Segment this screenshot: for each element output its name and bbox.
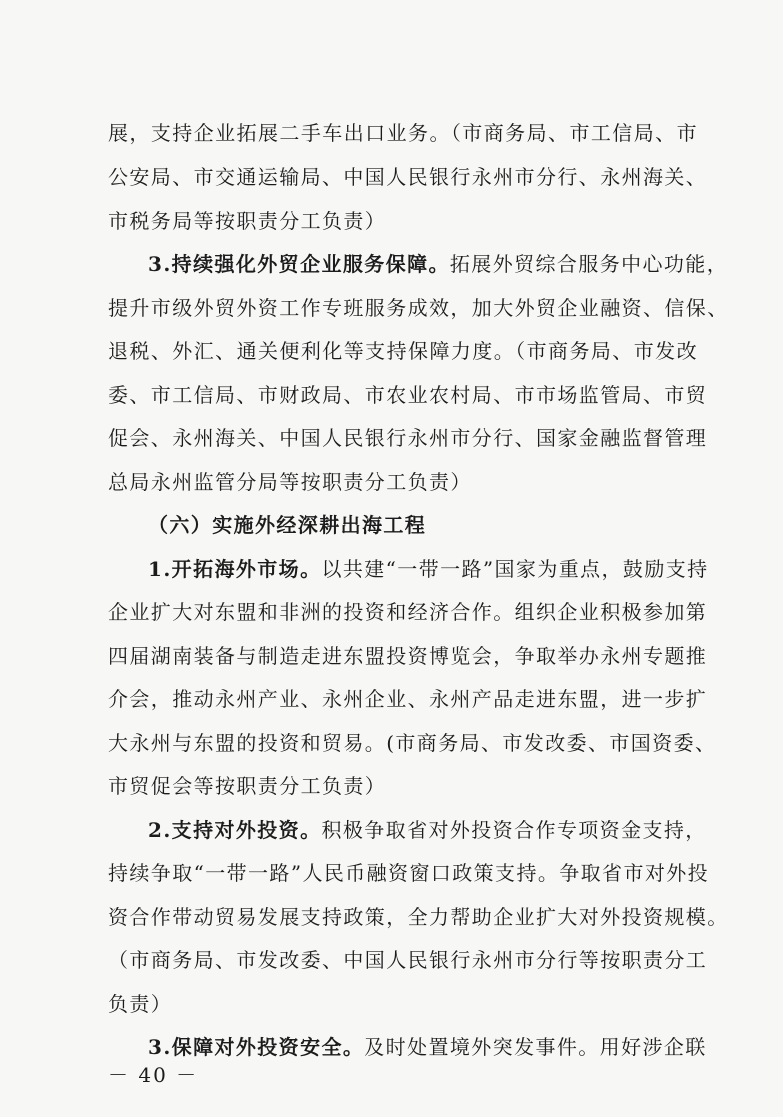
item-text: 及时处置境外突发事件。用好涉企联 — [364, 1035, 707, 1059]
paragraph-line: 市贸促会等按职责分工负责） — [108, 774, 387, 798]
paragraph-line: （市商务局、市发改委、中国人民银行永州市分行等按职责分工 — [108, 948, 708, 972]
paragraph-first-line — [148, 554, 709, 584]
paragraph-line: 企业扩大对东盟和非洲的投资和经济合作。组织企业积极参加第 — [108, 600, 708, 624]
item-title: 3.持续强化外贸企业服务保障。 — [148, 252, 450, 276]
item-text: 以共建“一带一路”国家为重点，鼓励支持 — [321, 557, 709, 581]
paragraph-line: 促会、永州海关、中国人民银行永州市分行、国家金融监督管理 — [108, 426, 708, 450]
paragraph-first-line — [148, 815, 707, 845]
page-number: － 40 － — [108, 1063, 199, 1087]
item-title: 1.开拓海外市场。 — [148, 557, 322, 581]
paragraph-line: 负责） — [108, 992, 173, 1016]
paragraph-line: 退税、外汇、通关便利化等支持保障力度。（市商务局、市发改 — [108, 339, 698, 363]
paragraph-line: 四届湖南装备与制造走进东盟投资博览会，争取举办永州专题推 — [108, 644, 708, 668]
paragraph-first-line — [148, 249, 729, 279]
paragraph-line: 总局永州监管分局等按职责分工负责） — [108, 470, 472, 494]
paragraph-line: 市税务局等按职责分工负责） — [108, 209, 387, 233]
item-title: 3.保障对外投资安全。 — [148, 1035, 365, 1059]
paragraph-line: 介会，推动永州产业、永州企业、永州产品走进东盟，进一步扩 — [108, 687, 708, 711]
paragraph-line: 提升市级外贸外资工作专班服务成效，加大外贸企业融资、信保、 — [108, 296, 729, 320]
paragraph-first-line — [148, 1032, 707, 1062]
paragraph-line: 委、市工信局、市财政局、市农业农村局、市市场监管局、市贸 — [108, 383, 708, 407]
paragraph-line: 公安局、市交通运输局、中国人民银行永州市分行、永州海关、 — [108, 165, 708, 189]
section-heading: （六）实施外经深耕出海工程 — [148, 513, 427, 537]
item-text: 拓展外贸综合服务中心功能， — [449, 252, 729, 276]
paragraph-line: 持续争取“一带一路”人民币融资窗口政策支持。争取省市对外投 — [108, 861, 710, 885]
item-text: 积极争取省对外投资合作专项资金支持， — [321, 818, 707, 842]
paragraph-line: 展，支持企业拓展二手车出口业务。（市商务局、市工信局、市 — [108, 121, 698, 145]
paragraph-line: 大永州与东盟的投资和贸易。(市商务局、市发改委、市国资委、 — [108, 731, 717, 755]
item-title: 2.支持对外投资。 — [148, 818, 322, 842]
paragraph-line: 资合作带动贸易发展支持政策，全力帮助企业扩大对外投资规模。 — [108, 905, 729, 929]
